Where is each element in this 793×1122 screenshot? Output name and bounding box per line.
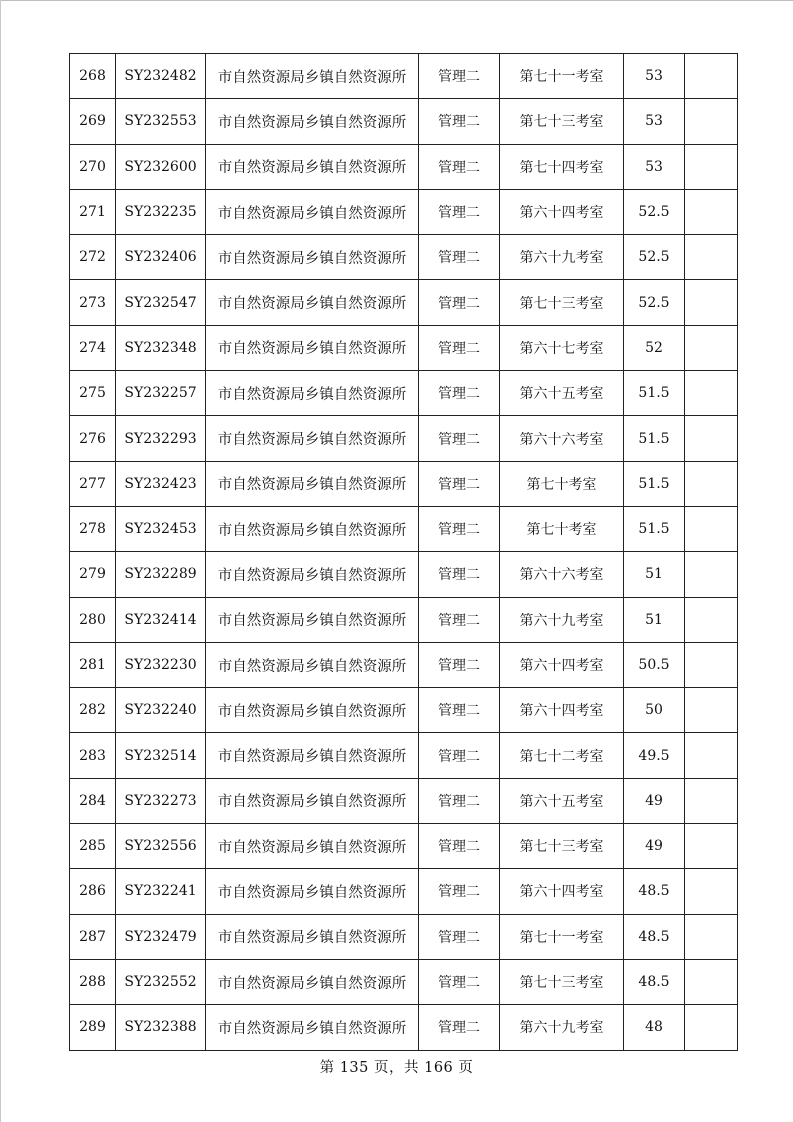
cell-unit: 市自然资源局乡镇自然资源所 (206, 688, 419, 733)
cell-score: 49 (624, 824, 685, 869)
cell-unit: 市自然资源局乡镇自然资源所 (206, 280, 419, 325)
table-row (70, 371, 738, 416)
cell-exam-room: 第六十四考室 (500, 189, 624, 234)
table-row (70, 642, 738, 687)
cell-position: 管理二 (419, 461, 500, 506)
cell-candidate-id: SY232479 (116, 914, 206, 959)
cell-exam-room: 第七十三考室 (500, 99, 624, 144)
cell-remark (685, 235, 738, 280)
cell-number: 272 (70, 235, 116, 280)
cell-exam-room: 第七十考室 (500, 506, 624, 551)
cell-candidate-id: SY232240 (116, 688, 206, 733)
cell-remark (685, 506, 738, 551)
cell-score: 53 (624, 54, 685, 99)
cell-score: 49 (624, 778, 685, 823)
cell-remark (685, 642, 738, 687)
cell-remark (685, 824, 738, 869)
cell-position: 管理二 (419, 733, 500, 778)
table-row (70, 325, 738, 370)
cell-exam-room: 第六十四考室 (500, 642, 624, 687)
cell-exam-room: 第六十七考室 (500, 325, 624, 370)
cell-score: 51 (624, 552, 685, 597)
cell-position: 管理二 (419, 325, 500, 370)
cell-remark (685, 144, 738, 189)
cell-exam-room: 第七十一考室 (500, 914, 624, 959)
table-row (70, 280, 738, 325)
cell-score: 49.5 (624, 733, 685, 778)
cell-number: 276 (70, 416, 116, 461)
cell-number: 273 (70, 280, 116, 325)
cell-position: 管理二 (419, 688, 500, 733)
cell-number: 280 (70, 597, 116, 642)
cell-remark (685, 371, 738, 416)
cell-unit: 市自然资源局乡镇自然资源所 (206, 506, 419, 551)
table-row (70, 99, 738, 144)
cell-number: 271 (70, 189, 116, 234)
cell-candidate-id: SY232406 (116, 235, 206, 280)
cell-unit: 市自然资源局乡镇自然资源所 (206, 99, 419, 144)
cell-number: 284 (70, 778, 116, 823)
table-body (70, 54, 738, 1051)
cell-score: 48.5 (624, 914, 685, 959)
cell-position: 管理二 (419, 597, 500, 642)
cell-position: 管理二 (419, 144, 500, 189)
cell-position: 管理二 (419, 642, 500, 687)
table-row (70, 824, 738, 869)
cell-remark (685, 325, 738, 370)
cell-candidate-id: SY232600 (116, 144, 206, 189)
cell-number: 285 (70, 824, 116, 869)
cell-number: 277 (70, 461, 116, 506)
cell-score: 52 (624, 325, 685, 370)
cell-number: 270 (70, 144, 116, 189)
cell-candidate-id: SY232388 (116, 1005, 206, 1050)
cell-score: 51.5 (624, 461, 685, 506)
cell-unit: 市自然资源局乡镇自然资源所 (206, 144, 419, 189)
page-edge-left (0, 0, 1, 1122)
cell-candidate-id: SY232453 (116, 506, 206, 551)
cell-exam-room: 第七十三考室 (500, 959, 624, 1004)
cell-unit: 市自然资源局乡镇自然资源所 (206, 1005, 419, 1050)
cell-position: 管理二 (419, 54, 500, 99)
cell-number: 281 (70, 642, 116, 687)
cell-candidate-id: SY232241 (116, 869, 206, 914)
cell-score: 52.5 (624, 280, 685, 325)
cell-score: 53 (624, 99, 685, 144)
cell-remark (685, 733, 738, 778)
cell-candidate-id: SY232552 (116, 959, 206, 1004)
cell-exam-room: 第六十五考室 (500, 371, 624, 416)
score-table (69, 53, 738, 1051)
cell-remark (685, 914, 738, 959)
cell-candidate-id: SY232273 (116, 778, 206, 823)
cell-position: 管理二 (419, 280, 500, 325)
cell-score: 50 (624, 688, 685, 733)
cell-remark (685, 416, 738, 461)
cell-score: 51.5 (624, 416, 685, 461)
cell-score: 51.5 (624, 506, 685, 551)
cell-candidate-id: SY232230 (116, 642, 206, 687)
cell-exam-room: 第七十四考室 (500, 144, 624, 189)
cell-exam-room: 第六十六考室 (500, 552, 624, 597)
page-footer: 第 135 页，共 166 页 (319, 1060, 474, 1076)
cell-exam-room: 第七十一考室 (500, 54, 624, 99)
table-row (70, 144, 738, 189)
cell-remark (685, 54, 738, 99)
cell-remark (685, 99, 738, 144)
cell-remark (685, 778, 738, 823)
cell-candidate-id: SY232556 (116, 824, 206, 869)
cell-position: 管理二 (419, 189, 500, 234)
cell-candidate-id: SY232414 (116, 597, 206, 642)
cell-remark (685, 461, 738, 506)
cell-remark (685, 869, 738, 914)
cell-position: 管理二 (419, 235, 500, 280)
cell-position: 管理二 (419, 959, 500, 1004)
cell-unit: 市自然资源局乡镇自然资源所 (206, 235, 419, 280)
cell-remark (685, 280, 738, 325)
cell-position: 管理二 (419, 506, 500, 551)
cell-unit: 市自然资源局乡镇自然资源所 (206, 461, 419, 506)
cell-unit: 市自然资源局乡镇自然资源所 (206, 189, 419, 234)
cell-score: 48 (624, 1005, 685, 1050)
cell-unit: 市自然资源局乡镇自然资源所 (206, 914, 419, 959)
cell-position: 管理二 (419, 914, 500, 959)
page-edge-top (0, 0, 793, 1)
cell-number: 279 (70, 552, 116, 597)
cell-remark (685, 1005, 738, 1050)
table-row (70, 597, 738, 642)
cell-candidate-id: SY232482 (116, 54, 206, 99)
cell-score: 51.5 (624, 371, 685, 416)
table-row (70, 416, 738, 461)
cell-candidate-id: SY232293 (116, 416, 206, 461)
cell-number: 288 (70, 959, 116, 1004)
cell-candidate-id: SY232289 (116, 552, 206, 597)
table-row (70, 1005, 738, 1050)
table-row (70, 688, 738, 733)
table-row (70, 235, 738, 280)
cell-number: 268 (70, 54, 116, 99)
cell-candidate-id: SY232257 (116, 371, 206, 416)
cell-candidate-id: SY232348 (116, 325, 206, 370)
cell-unit: 市自然资源局乡镇自然资源所 (206, 642, 419, 687)
cell-number: 278 (70, 506, 116, 551)
cell-score: 53 (624, 144, 685, 189)
cell-score: 50.5 (624, 642, 685, 687)
cell-remark (685, 552, 738, 597)
cell-candidate-id: SY232553 (116, 99, 206, 144)
cell-unit: 市自然资源局乡镇自然资源所 (206, 733, 419, 778)
cell-number: 274 (70, 325, 116, 370)
cell-unit: 市自然资源局乡镇自然资源所 (206, 824, 419, 869)
cell-unit: 市自然资源局乡镇自然资源所 (206, 54, 419, 99)
cell-position: 管理二 (419, 824, 500, 869)
cell-exam-room: 第六十五考室 (500, 778, 624, 823)
cell-unit: 市自然资源局乡镇自然资源所 (206, 597, 419, 642)
cell-candidate-id: SY232235 (116, 189, 206, 234)
table-row (70, 54, 738, 99)
table-row (70, 506, 738, 551)
cell-unit: 市自然资源局乡镇自然资源所 (206, 416, 419, 461)
cell-remark (685, 597, 738, 642)
cell-unit: 市自然资源局乡镇自然资源所 (206, 869, 419, 914)
cell-number: 275 (70, 371, 116, 416)
table-row (70, 959, 738, 1004)
cell-score: 52.5 (624, 189, 685, 234)
cell-remark (685, 688, 738, 733)
cell-unit: 市自然资源局乡镇自然资源所 (206, 959, 419, 1004)
cell-position: 管理二 (419, 99, 500, 144)
cell-exam-room: 第七十三考室 (500, 280, 624, 325)
cell-number: 289 (70, 1005, 116, 1050)
cell-exam-room: 第六十四考室 (500, 869, 624, 914)
cell-score: 51 (624, 597, 685, 642)
table-row (70, 733, 738, 778)
table-row (70, 189, 738, 234)
cell-score: 48.5 (624, 959, 685, 1004)
cell-position: 管理二 (419, 552, 500, 597)
table-row (70, 552, 738, 597)
cell-unit: 市自然资源局乡镇自然资源所 (206, 325, 419, 370)
cell-position: 管理二 (419, 416, 500, 461)
table-row (70, 869, 738, 914)
cell-number: 287 (70, 914, 116, 959)
cell-exam-room: 第六十四考室 (500, 688, 624, 733)
cell-number: 269 (70, 99, 116, 144)
cell-position: 管理二 (419, 371, 500, 416)
cell-position: 管理二 (419, 778, 500, 823)
cell-remark (685, 959, 738, 1004)
cell-candidate-id: SY232423 (116, 461, 206, 506)
table-row (70, 778, 738, 823)
cell-exam-room: 第六十九考室 (500, 597, 624, 642)
cell-number: 286 (70, 869, 116, 914)
cell-position: 管理二 (419, 1005, 500, 1050)
cell-score: 52.5 (624, 235, 685, 280)
cell-unit: 市自然资源局乡镇自然资源所 (206, 371, 419, 416)
cell-candidate-id: SY232514 (116, 733, 206, 778)
cell-number: 282 (70, 688, 116, 733)
cell-position: 管理二 (419, 869, 500, 914)
cell-number: 283 (70, 733, 116, 778)
cell-unit: 市自然资源局乡镇自然资源所 (206, 552, 419, 597)
cell-exam-room: 第六十六考室 (500, 416, 624, 461)
cell-unit: 市自然资源局乡镇自然资源所 (206, 778, 419, 823)
table-row (70, 914, 738, 959)
cell-exam-room: 第七十二考室 (500, 733, 624, 778)
cell-candidate-id: SY232547 (116, 280, 206, 325)
cell-exam-room: 第七十考室 (500, 461, 624, 506)
cell-score: 48.5 (624, 869, 685, 914)
cell-remark (685, 189, 738, 234)
cell-exam-room: 第六十九考室 (500, 1005, 624, 1050)
cell-exam-room: 第七十三考室 (500, 824, 624, 869)
cell-exam-room: 第六十九考室 (500, 235, 624, 280)
table-row (70, 461, 738, 506)
